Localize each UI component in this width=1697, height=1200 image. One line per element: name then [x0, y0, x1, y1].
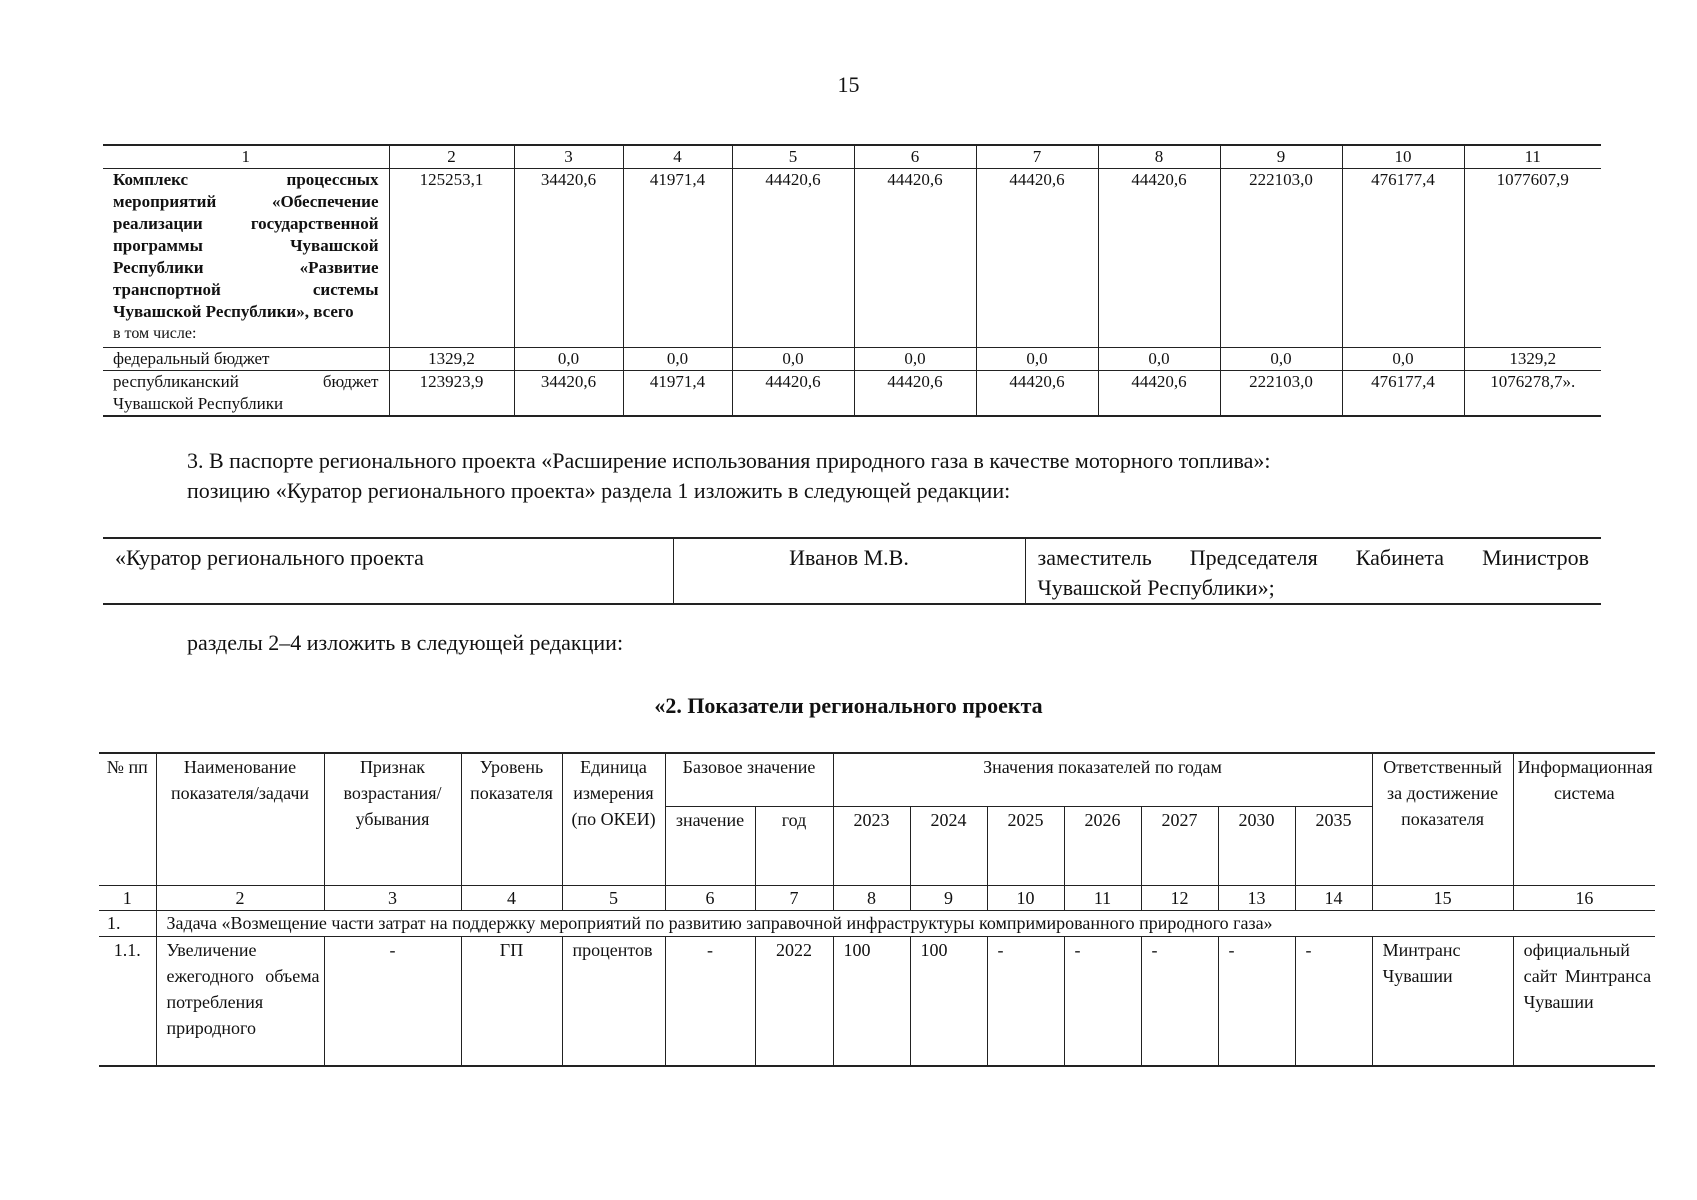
- header-info-system: Информационная система: [1513, 753, 1655, 886]
- table1-header-row: [103, 145, 1601, 169]
- total-sub-label: в том числе:: [113, 325, 197, 342]
- header-responsible: Ответственный за достижение показателя: [1372, 753, 1513, 886]
- header-num: № пп: [99, 753, 156, 886]
- row-level: ГП: [461, 937, 562, 1067]
- republic-label-line1: республиканский бюджет: [113, 372, 379, 391]
- col-number: 11: [1064, 886, 1141, 911]
- value-cell: 1329,2: [389, 348, 514, 371]
- row-year-value: 100: [833, 937, 910, 1067]
- curator-row: [103, 538, 1601, 604]
- value-cell: 34420,6: [514, 371, 623, 417]
- header-unit: Единица измерения (по ОКЕИ): [562, 753, 665, 886]
- row-info-system: официальный сайт Минтранса Чувашии: [1513, 937, 1655, 1067]
- value-cell: 44420,6: [1098, 169, 1220, 348]
- col-number: 7: [755, 886, 833, 911]
- row-year-value: -: [1218, 937, 1295, 1067]
- value-cell: 1077607,9: [1464, 169, 1601, 348]
- financing-table: [103, 144, 1601, 417]
- value-cell: 44420,6: [976, 169, 1098, 348]
- republic-label-line2: Чувашской Республики: [113, 394, 284, 413]
- value-cell: 0,0: [976, 348, 1098, 371]
- table3-col-numbers-row: [99, 886, 1655, 911]
- col-number: 6: [854, 145, 976, 169]
- col-number: 8: [1098, 145, 1220, 169]
- col-number: 4: [461, 886, 562, 911]
- curator-label: «Куратор регионального проекта: [103, 538, 673, 604]
- value-cell: 44420,6: [854, 371, 976, 417]
- col-number: 12: [1141, 886, 1218, 911]
- table-row-task: [99, 911, 1655, 937]
- value-cell: 0,0: [1220, 348, 1342, 371]
- value-cell: 0,0: [1098, 348, 1220, 371]
- task-number: 1.: [99, 911, 156, 937]
- col-number: 10: [987, 886, 1064, 911]
- table-row-total: [103, 169, 1601, 348]
- row-year-value: -: [1295, 937, 1372, 1067]
- header-sign: Признак возрастания/убывания: [324, 753, 461, 886]
- row-sign: -: [324, 937, 461, 1067]
- value-cell: 41971,4: [623, 371, 732, 417]
- total-label: Комплекс процессных мероприятий «Обеспечение реализации государственной программы Чувашской Республики «Развитие транспортной системы Чувашской Республики», всего: [113, 170, 379, 321]
- value-cell: 0,0: [732, 348, 854, 371]
- header-year: 2024: [910, 807, 987, 886]
- value-cell: 44420,6: [1098, 371, 1220, 417]
- row-responsible: Минтранс Чувашии: [1372, 937, 1513, 1067]
- row-year-value: -: [987, 937, 1064, 1067]
- value-cell: 0,0: [623, 348, 732, 371]
- row-number: 1.1.: [99, 937, 156, 1067]
- col-number: 5: [562, 886, 665, 911]
- row-base-value: -: [665, 937, 755, 1067]
- header-year: 2023: [833, 807, 910, 886]
- row-year-value: 100: [910, 937, 987, 1067]
- paragraph-sections: разделы 2–4 изложить в следующей редакции:: [187, 630, 624, 655]
- col-number: 15: [1372, 886, 1513, 911]
- header-level: Уровень показателя: [461, 753, 562, 886]
- header-year: 2025: [987, 807, 1064, 886]
- row-base-year: 2022: [755, 937, 833, 1067]
- row-year-value: -: [1064, 937, 1141, 1067]
- value-cell: 125253,1: [389, 169, 514, 348]
- table3-header-row-1: [99, 753, 1655, 807]
- indicators-table: [99, 752, 1655, 1067]
- header-year: 2030: [1218, 807, 1295, 886]
- paragraph-line: позицию «Куратор регионального проекта» раздела 1 изложить в следующей редакции:: [187, 478, 1011, 503]
- row-year-value: -: [1141, 937, 1218, 1067]
- col-number: 9: [910, 886, 987, 911]
- header-year: 2035: [1295, 807, 1372, 886]
- value-cell: 1329,2: [1464, 348, 1601, 371]
- value-cell: 1076278,7».: [1464, 371, 1601, 417]
- col-number: 16: [1513, 886, 1655, 911]
- value-cell: 0,0: [1342, 348, 1464, 371]
- value-cell: 41971,4: [623, 169, 732, 348]
- col-number: 1: [99, 886, 156, 911]
- header-year: 2027: [1141, 807, 1218, 886]
- col-number: 4: [623, 145, 732, 169]
- col-number: 8: [833, 886, 910, 911]
- table-row-republic: [103, 371, 1601, 417]
- value-cell: 44420,6: [732, 169, 854, 348]
- section-title: «2. Показатели регионального проекта: [654, 693, 1043, 718]
- col-number: 6: [665, 886, 755, 911]
- col-number: 11: [1464, 145, 1601, 169]
- paragraph-amendment: [187, 446, 1607, 506]
- col-number: 9: [1220, 145, 1342, 169]
- header-year: 2026: [1064, 807, 1141, 886]
- col-number: 13: [1218, 886, 1295, 911]
- value-cell: 34420,6: [514, 169, 623, 348]
- header-name: Наименование показателя/задачи: [156, 753, 324, 886]
- value-cell: 476177,4: [1342, 371, 1464, 417]
- table-row-federal: [103, 348, 1601, 371]
- header-base: Базовое значение: [665, 753, 833, 807]
- value-cell: 0,0: [854, 348, 976, 371]
- value-cell: 44420,6: [854, 169, 976, 348]
- col-number: 1: [103, 145, 389, 169]
- total-label-cell: [103, 169, 389, 348]
- col-number: 2: [156, 886, 324, 911]
- col-number: 14: [1295, 886, 1372, 911]
- row-name: Увеличение ежегодного объема потребления природного: [156, 937, 324, 1067]
- col-number: 3: [324, 886, 461, 911]
- republic-label-cell: [103, 371, 389, 417]
- curator-table: [103, 537, 1601, 605]
- col-number: 7: [976, 145, 1098, 169]
- header-values-by-year: Значения показателей по годам: [833, 753, 1372, 807]
- col-number: 5: [732, 145, 854, 169]
- header-base-value: значение: [665, 807, 755, 886]
- header-base-year: год: [755, 807, 833, 886]
- col-number: 10: [1342, 145, 1464, 169]
- value-cell: 123923,9: [389, 371, 514, 417]
- value-cell: 0,0: [514, 348, 623, 371]
- table-row: [99, 937, 1655, 1067]
- federal-label: федеральный бюджет: [103, 348, 389, 371]
- task-text: Задача «Возмещение части затрат на поддержку мероприятий по развитию заправочной инфраструктуры компримированного природного газа»: [156, 911, 1655, 937]
- value-cell: 222103,0: [1220, 169, 1342, 348]
- value-cell: 222103,0: [1220, 371, 1342, 417]
- page-number: 15: [837, 72, 860, 97]
- value-cell: 476177,4: [1342, 169, 1464, 348]
- col-number: 2: [389, 145, 514, 169]
- value-cell: 44420,6: [976, 371, 1098, 417]
- row-unit: процентов: [562, 937, 665, 1067]
- curator-name: Иванов М.В.: [673, 538, 1025, 604]
- col-number: 3: [514, 145, 623, 169]
- curator-position: заместитель Председателя Кабинета Министров Чувашской Республики»;: [1025, 538, 1601, 604]
- paragraph-line: 3. В паспорте регионального проекта «Расширение использования природного газа в качестве моторного топлива»:: [187, 448, 1271, 473]
- value-cell: 44420,6: [732, 371, 854, 417]
